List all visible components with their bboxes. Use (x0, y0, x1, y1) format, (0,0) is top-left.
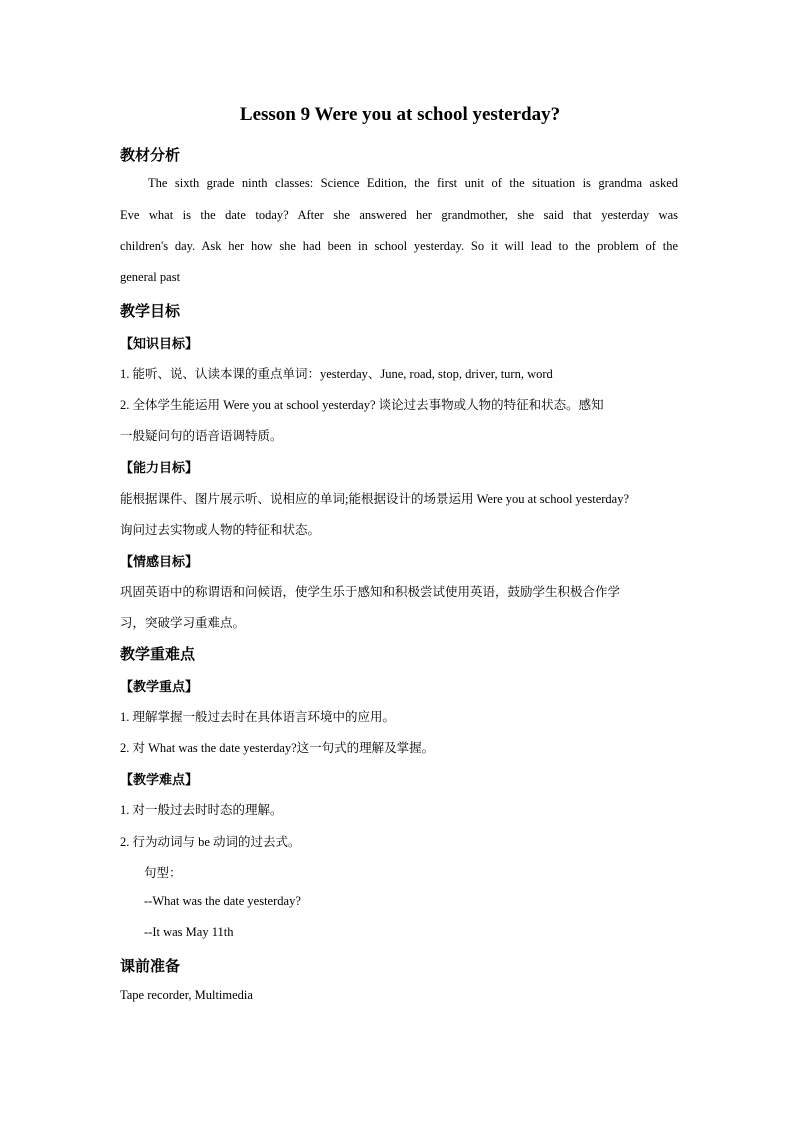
teaching-difficulty-label: 【教学难点】 (120, 773, 199, 788)
teaching-difficulty-item-1: 1. 对一般过去时时态的理解。 (120, 803, 283, 817)
sentence-pattern-label: 句型： (144, 866, 182, 880)
knowledge-item-2-line-2: 一般疑问句的语音语调特质。 (120, 429, 283, 443)
section-heading-material: 教材分析 (120, 146, 181, 164)
paragraph-line-1: The sixth grade ninth classes: Science Edition, the first unit of the situation is grandma asked (148, 176, 678, 190)
knowledge-item-1: 1. 能听、说、认读本课的重点单词：yesterday、June, road, stop, driver, turn, word (120, 367, 553, 381)
document-title: Lesson 9 Were you at school yesterday? (239, 104, 561, 125)
teaching-difficulty-item-2: 2. 行为动词与 be 动词的过去式。 (120, 835, 301, 849)
paragraph-line-2: Eve what is the date today? After she answered her grandmother, she said that yesterday was (120, 208, 678, 222)
ability-goal-line-1: 能根据课件、图片展示听、说相应的单词;能根据设计的场景运用 Were you at school yesterday? (120, 492, 630, 506)
section-heading-goals: 教学目标 (120, 302, 181, 320)
emotion-goal-line-1: 巩固英语中的称谓语和问候语，使学生乐于感知和积极尝试使用英语，鼓励学生积极合作学 (120, 585, 621, 599)
document-page (120, 0, 680, 1123)
ability-goal-line-2: 询问过去实物或人物的特征和状态。 (120, 523, 321, 537)
section-heading-key-points: 教学重难点 (120, 645, 196, 663)
paragraph-line-4: general past (120, 270, 181, 284)
knowledge-goal-label: 【知识目标】 (120, 337, 199, 352)
teaching-focus-item-2: 2. 对 What was the date yesterday?这一句式的理解及掌握。 (120, 741, 435, 755)
knowledge-item-2-line-1: 2. 全体学生能运用 Were you at school yesterday? 谈论过去事物或人物的特征和状态。感知 (120, 398, 604, 412)
sentence-pattern-answer: --It was May 11th (144, 925, 234, 939)
sentence-pattern-question: --What was the date yesterday? (144, 894, 301, 908)
emotion-goal-line-2: 习，突破学习重难点。 (120, 616, 246, 630)
paragraph-line-3: children's day. Ask her how she had been in school yesterday. So it will lead to the problem of the (120, 239, 678, 253)
teaching-focus-item-1: 1. 理解掌握一般过去时在具体语言环境中的应用。 (120, 710, 396, 724)
ability-goal-label: 【能力目标】 (120, 461, 199, 476)
emotion-goal-label: 【情感目标】 (120, 555, 199, 570)
section-heading-preparation: 课前准备 (120, 957, 181, 975)
preparation-text: Tape recorder, Multimedia (120, 988, 253, 1002)
teaching-focus-label: 【教学重点】 (120, 680, 199, 695)
